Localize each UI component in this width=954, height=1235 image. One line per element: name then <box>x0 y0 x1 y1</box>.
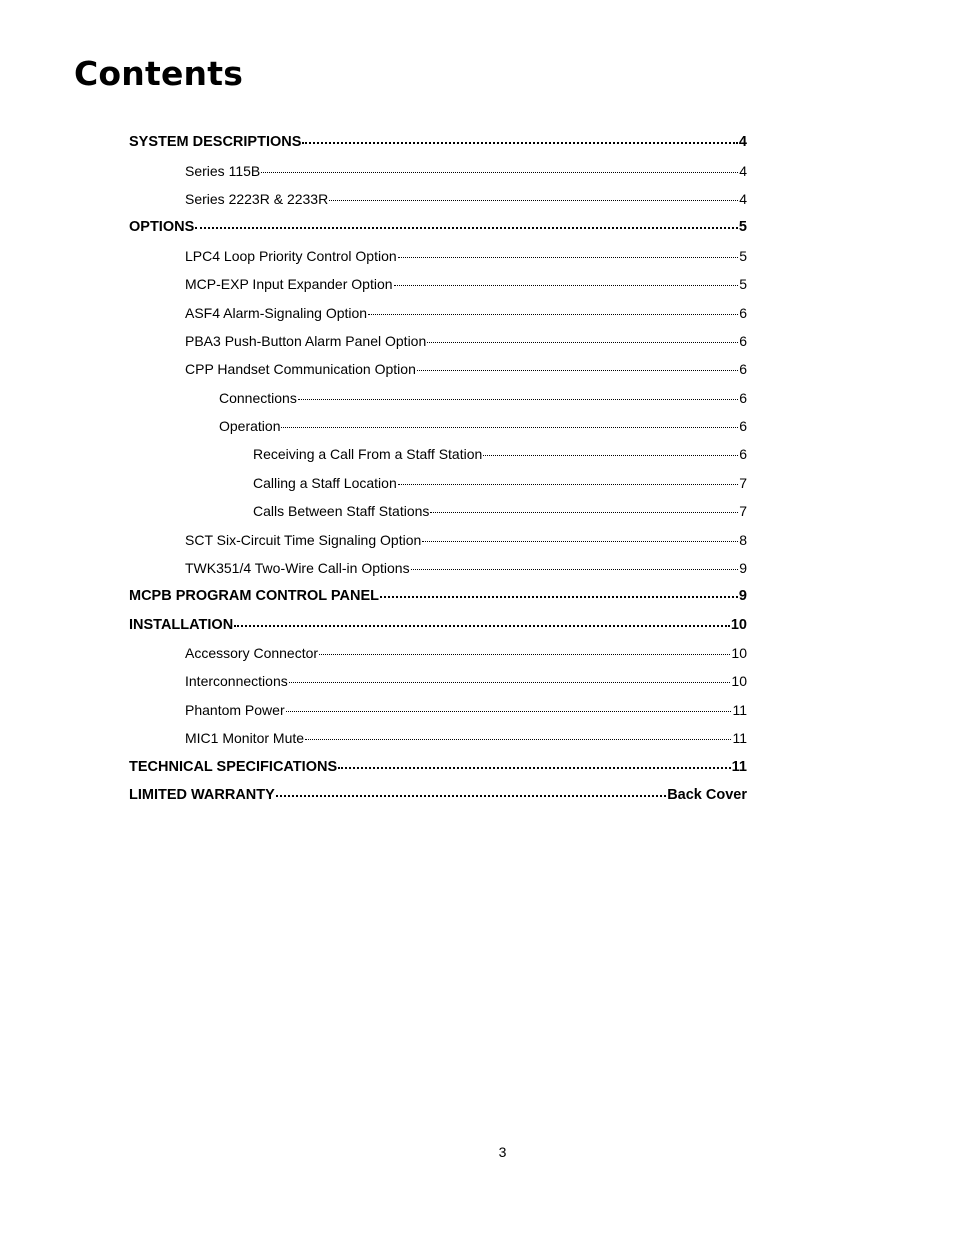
toc-entry-series-115b[interactable] <box>185 161 747 181</box>
toc-entry-installation[interactable] <box>129 615 747 635</box>
dot-leader <box>411 568 739 570</box>
toc-entry-label: Calls Between Staff Stations <box>253 503 430 519</box>
toc-entry-label: Connections <box>219 390 297 406</box>
toc-entry-operation[interactable] <box>219 416 747 436</box>
toc-entry-page: 6 <box>739 305 747 321</box>
toc-entry-page: 6 <box>739 446 747 462</box>
toc-entry-technical-specifications[interactable] <box>129 757 747 777</box>
toc-entry-label: TWK351/4 Two-Wire Call-in Options <box>185 560 410 576</box>
toc-entry-label: Operation <box>219 418 281 434</box>
toc-entry-label: PBA3 Push-Button Alarm Panel Option <box>185 333 427 349</box>
dot-leader <box>281 426 738 428</box>
dot-leader <box>276 794 666 797</box>
dot-leader <box>380 595 738 598</box>
toc-entry-page: 9 <box>739 560 747 576</box>
toc-entry-limited-warranty[interactable] <box>129 785 747 805</box>
page-number: 3 <box>498 1144 507 1160</box>
toc-entry-label: Interconnections <box>185 673 288 689</box>
toc-entry-label: Accessory Connector <box>185 645 319 661</box>
toc-entry-label: MIC1 Monitor Mute <box>185 730 305 746</box>
toc-entry-label: SYSTEM DESCRIPTIONS <box>129 134 302 150</box>
toc-entry-mic1-monitor-mute[interactable] <box>185 728 747 748</box>
toc-entry-page: 8 <box>739 532 747 548</box>
toc-entry-series-2223r-2233r[interactable] <box>185 189 747 209</box>
toc-entry-connections[interactable] <box>219 388 747 408</box>
toc-entry-page: 6 <box>739 418 747 434</box>
dot-leader <box>338 766 731 769</box>
toc-entry-page: 4 <box>738 134 747 150</box>
toc-entry-label: MCPB PROGRAM CONTROL PANEL <box>129 588 379 604</box>
toc-entry-calling-a-staff-location[interactable] <box>253 473 747 493</box>
dot-leader <box>430 511 738 513</box>
toc-entry-page: 7 <box>739 475 747 491</box>
toc-entry-label: Series 2223R & 2233R <box>185 191 329 207</box>
toc-entry-label: SCT Six-Circuit Time Signaling Option <box>185 532 422 548</box>
toc-entry-page: 7 <box>739 503 747 519</box>
toc-entry-label: Receiving a Call From a Staff Station <box>253 446 483 462</box>
toc-entry-options[interactable] <box>129 217 747 237</box>
toc-entry-pba3[interactable] <box>185 331 747 351</box>
toc-entry-label: TECHNICAL SPECIFICATIONS <box>129 759 338 775</box>
toc-entry-label: LIMITED WARRANTY <box>129 787 275 803</box>
dot-leader <box>417 369 738 371</box>
toc-entry-page: 5 <box>739 248 747 264</box>
toc-entry-phantom-power[interactable] <box>185 700 747 720</box>
toc-entry-sct[interactable] <box>185 530 747 550</box>
toc-entry-label: CPP Handset Communication Option <box>185 361 416 377</box>
toc-entry-accessory-connector[interactable] <box>185 643 747 663</box>
dot-leader <box>398 256 739 258</box>
dot-leader <box>261 171 738 173</box>
toc-entry-label: Series 115B <box>185 163 261 179</box>
toc-entry-label: Phantom Power <box>185 702 285 718</box>
dot-leader <box>234 624 730 627</box>
page-title: Contents <box>74 54 244 93</box>
toc-entry-label: OPTIONS <box>129 219 195 235</box>
toc-entry-asf4[interactable] <box>185 303 747 323</box>
dot-leader <box>427 341 738 343</box>
toc-entry-cpp[interactable] <box>185 359 747 379</box>
toc-entry-twk351[interactable] <box>185 558 747 578</box>
toc-entry-page: 4 <box>739 163 747 179</box>
dot-leader <box>398 483 738 485</box>
dot-leader <box>422 540 738 542</box>
dot-leader <box>329 199 738 201</box>
toc-entry-calls-between-staff-stations[interactable] <box>253 501 747 521</box>
toc-entry-page: 5 <box>738 219 747 235</box>
toc-entry-mcp-exp[interactable] <box>185 274 747 294</box>
dot-leader <box>195 226 738 229</box>
dot-leader <box>368 313 738 315</box>
toc-entry-page: 11 <box>732 730 747 746</box>
toc-entry-page: 6 <box>739 390 747 406</box>
toc-entry-page: 4 <box>739 191 747 207</box>
toc-entry-page: 10 <box>731 645 747 661</box>
toc-entry-page: 6 <box>739 333 747 349</box>
dot-leader <box>302 141 738 144</box>
toc-entry-label: Calling a Staff Location <box>253 475 397 491</box>
toc-entry-page: 11 <box>731 759 747 775</box>
toc-entry-page: 10 <box>731 673 747 689</box>
toc-entry-page: 11 <box>732 702 747 718</box>
dot-leader <box>298 398 738 400</box>
toc-entry-mcpb[interactable] <box>129 586 747 606</box>
dot-leader <box>286 710 732 712</box>
toc-entry-label: ASF4 Alarm-Signaling Option <box>185 305 368 321</box>
toc-entry-label: INSTALLATION <box>129 617 234 633</box>
dot-leader <box>483 454 738 456</box>
toc-entry-system-descriptions[interactable] <box>129 132 747 152</box>
dot-leader <box>319 653 730 655</box>
toc-entry-interconnections[interactable] <box>185 671 747 691</box>
toc-entry-label: LPC4 Loop Priority Control Option <box>185 248 397 264</box>
toc-entry-label: MCP-EXP Input Expander Option <box>185 276 393 292</box>
toc-entry-page: 5 <box>739 276 747 292</box>
toc-entry-page: 10 <box>730 617 747 633</box>
toc-entry-page: Back Cover <box>667 787 747 803</box>
toc-entry-page: 6 <box>739 361 747 377</box>
toc-entry-lpc4[interactable] <box>185 246 747 266</box>
dot-leader <box>394 284 739 286</box>
dot-leader <box>289 681 731 683</box>
dot-leader <box>305 738 731 740</box>
toc-entry-page: 9 <box>738 588 747 604</box>
toc-entry-receiving-a-call[interactable] <box>253 444 747 464</box>
